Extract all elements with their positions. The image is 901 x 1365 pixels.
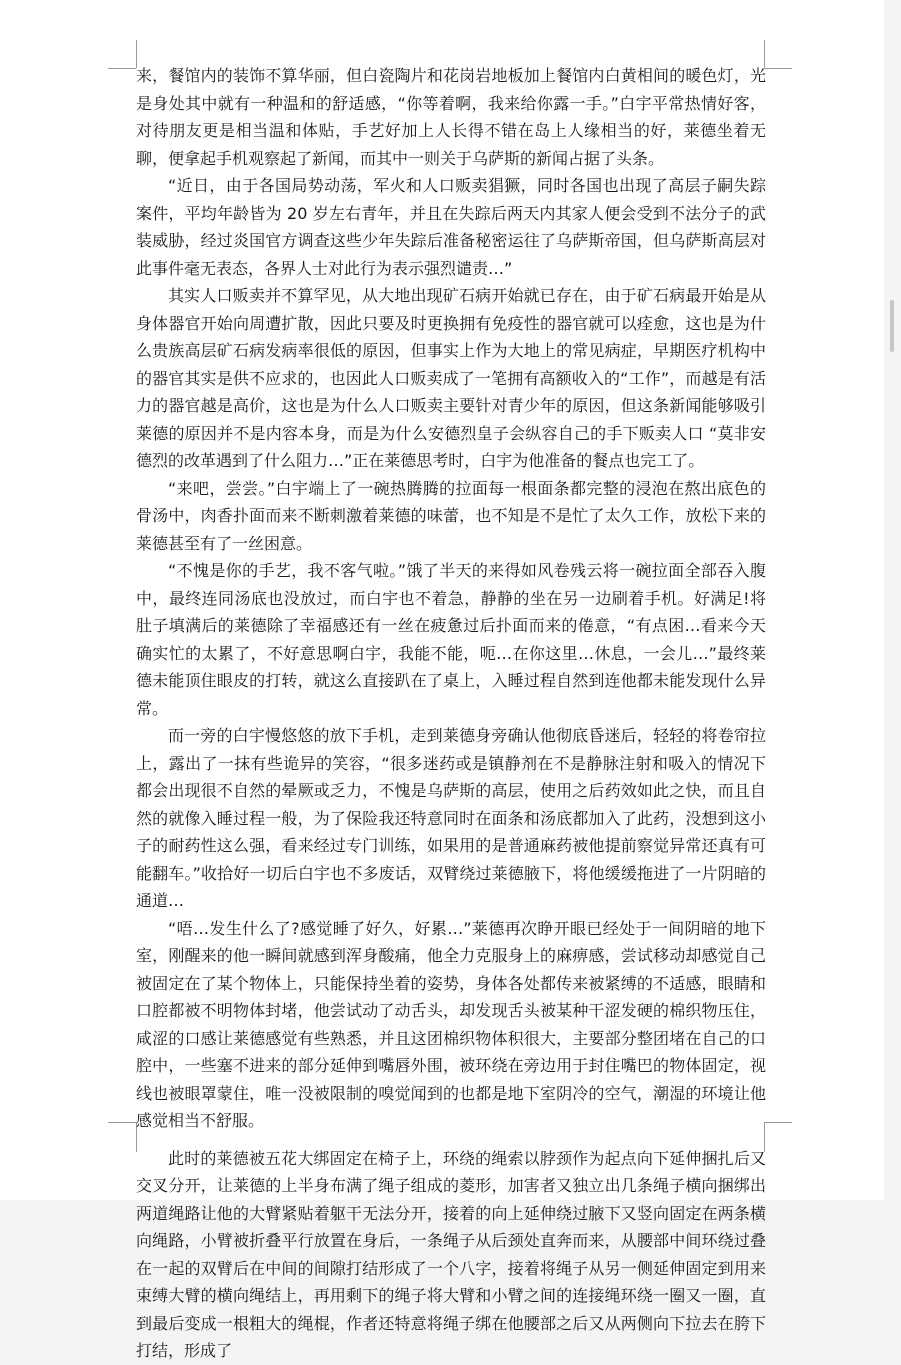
paragraph: “不愧是你的手艺，我不客气啦。”饿了半天的来得如风卷残云将一碗拉面全部吞入腹中，最终连同汤底也没放过，而白宇也不着急，静静的坐在另一边刷着手机。好满足!将肚子填满后的莱德除了幸福感还有一丝在疲惫过后扑面而来的倦意，“有点困…看来今天确实忙的太累了，不好意思啊白宇，我能不能，呃…在你这里…休息，一会儿…”最终莱德未能顶住眼皮的打转，就这么直接趴在了桌上，入睡过程自然到连他都未能发现什么异常。: [136, 561, 766, 718]
paragraph: 而一旁的白宇慢悠悠的放下手机，走到莱德身旁确认他彻底昏迷后，轻轻的将卷帘拉上，露出了一抹有些诡异的笑容，“很多迷药或是镇静剂在不是静脉注射和吸入的情况下都会出现很不自然的晕厥或乏力，不愧是乌萨斯的高层，使用之后药效如此之快，而且自然的就像入睡过程一般，为了保险我还特意同时在面条和汤底都加入了此药，没想到这小子的耐药性这么强，看来经过专门训练，如果用的是普通麻药被他提前察觉异常还真有可能翻车。”收拾好一切后白宇也不多废话，双臂绕过莱德腋下，将他缓缓拖进了一片阴暗的通道…: [136, 726, 766, 910]
paragraph: “近日，由于各国局势动荡，军火和人口贩卖猖獗，同时各国也出现了高层子嗣失踪案件，平均年龄皆为 20 岁左右青年，并且在失踪后两天内其家人便会受到不法分子的武装威胁，经过炎国官方调查这些少年失踪后准备秘密运往了乌萨斯帝国，但乌萨斯高层对此事件毫无表态，各界人士对此行为表示强烈谴责…”: [136, 176, 766, 278]
crop-mark-top-left: [108, 68, 136, 69]
scrollbar-thumb[interactable]: [890, 300, 894, 352]
paragraph: 其实人口贩卖并不算罕见，从大地出现矿石病开始就已存在，由于矿石病最开始是从身体器官开始向周遭扩散，因此只要及时更换拥有免疫性的器官就可以痊愈，这也是为什么贵族高层矿石病发病率很低的原因，但事实上作为大地上的常见病症，早期医疗机构中的器官其实是供不应求的，也因此人口贩卖成了一笔拥有高额收入的“工作”，而越是有活力的器官越是高价，这也是为什么人口贩卖主要针对青少年的原因，但这条新闻能够吸引莱德的原因并不是内容本身，而是为什么安德烈皇子会纵容自己的手下贩卖人口 “莫非安德烈的改革遇到了什么阻力…”正在莱德思考时，白宇为他准备的餐点也完工了。: [136, 286, 766, 470]
paragraph: 此时的莱德被五花大绑固定在椅子上，环绕的绳索以脖颈作为起点向下延伸捆扎后又交叉分开，让莱德的上半身布满了绳子组成的菱形，加害者又独立出几条绳子横向捆绑出两道绳路让他的大臂紧贴着躯干无法分开，接着的向上延伸绕过腋下又竖向固定在两条横向绳路，小臂被折叠平行放置在身后，一条绳子从后颈处直奔而来，从腰部中间环绕过叠在一起的双臂后在中间的间隙打结形成了一个八字，接着将绳子从另一侧延伸固定到用来束缚大臂的横向绳结上，再用剩下的绳子将大臂和小臂之间的连接绳环绕一圈又一圈，直到最后变成一根粗大的绳棍，作者还特意将绳子绑在他腰部之后又从两侧向下拉去在胯下打结，形成了: [136, 1148, 766, 1360]
crop-mark-bottom-right: [764, 1122, 792, 1123]
vertical-scrollbar[interactable]: [884, 0, 901, 1200]
document-body[interactable]: [136, 62, 766, 1365]
paragraph: “唔…发生什么了?感觉睡了好久，好累…”莱德再次睁开眼已经处于一间阴暗的地下室，刚醒来的他一瞬间就感到浑身酸痛，他全力克服身上的麻痹感，尝试移动却感觉自己被固定在了某个物体上，只能保持坐着的姿势，身体各处都传来被紧缚的不适感，眼睛和口腔都被不明物体封堵，他尝试动了动舌头，却发现舌头被某种干涩发硬的棉织物压住，咸涩的口感让莱德感觉有些熟悉，并且这团棉织物体积很大，主要部分整团堵在自己的口腔中，一些塞不进来的部分延伸到嘴唇外围，被环绕在旁边用于封住嘴巴的物体固定，视线也被眼罩蒙住，唯一没被限制的嗅觉闻到的也都是地下室阴冷的空气，潮湿的环境让他感觉相当不舒服。: [136, 918, 766, 1130]
crop-mark-top-right: [764, 68, 792, 69]
paragraph: 来，餐馆内的装饰不算华丽，但白瓷陶片和花岗岩地板加上餐馆内白黄相间的暖色灯，光是身处其中就有一种温和的舒适感，“你等着啊，我来给你露一手。”白宇平常热情好客，对待朋友更是相当温和体贴，手艺好加上人长得不错在岛上人缘相当的好，莱德坐着无聊，便拿起手机观察起了新闻，而其中一则关于乌萨斯的新闻占据了头条。: [136, 66, 766, 168]
paragraph: “来吧，尝尝。”白宇端上了一碗热腾腾的拉面每一根面条都完整的浸泡在熬出底色的骨汤中，肉香扑面而来不断刺激着莱德的味蕾，也不知是不是忙了太久工作，放松下来的莱德甚至有了一丝困意。: [136, 478, 766, 553]
crop-mark-bottom-left: [108, 1122, 136, 1123]
